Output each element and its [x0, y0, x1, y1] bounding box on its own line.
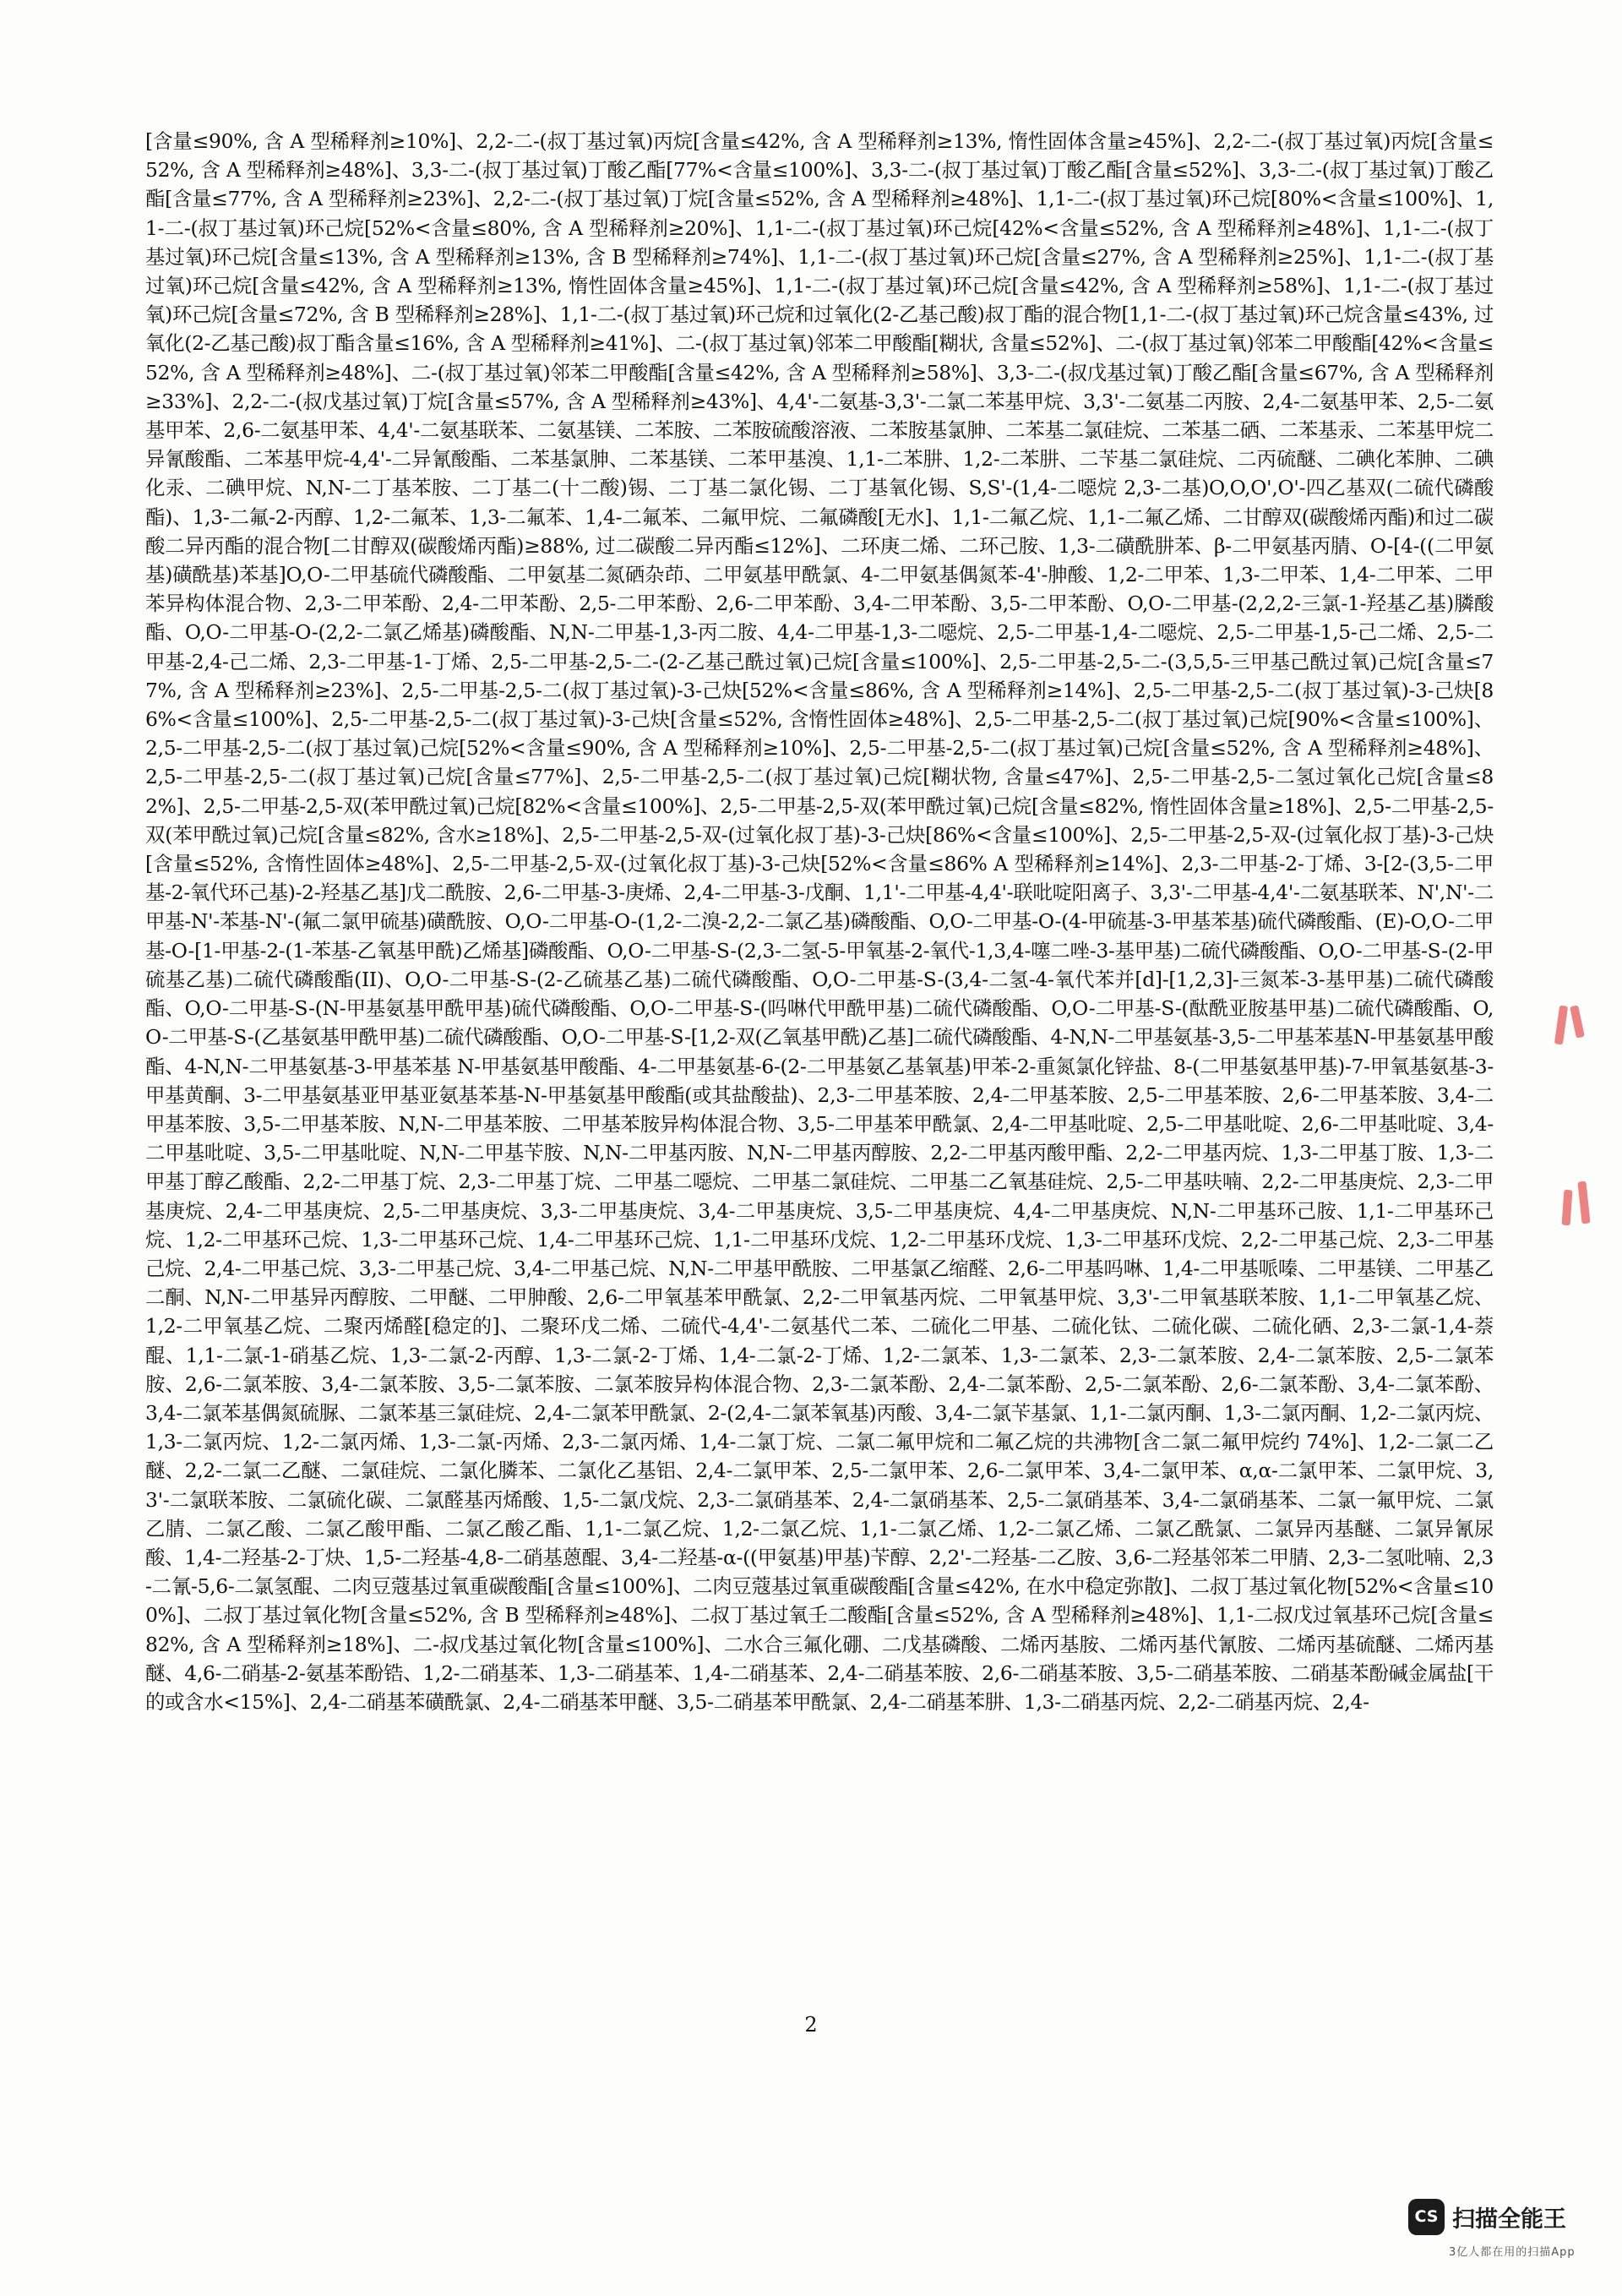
watermark-app-name: 扫描全能王 — [1452, 2206, 1566, 2233]
document-body-text: [含量≤90%, 含 A 型稀释剂≥10%]、2,2-二-(叔丁基过氧)丙烷[含量≤42%, 含 A 型稀释剂≥13%, 惰性固体含量≥45%]、2,2-二-(叔丁基过氧)丙烷[含量≤52%, 含 A 型稀释剂≥48%]、3,3-二-(叔丁基过氧)丁酸乙酯[77%<含量≤100%]、3,3-二-(叔丁基过氧)丁酸乙酯[含量≤52%]、3,3-二-(叔丁基过氧)丁酸乙酯[含量≤77%, 含 A 型稀释剂≥23%]、2,2-二-(叔丁基过氧)丁烷[含量≤52%, 含 A 型稀释剂≥48%]、1,1-二-(叔丁基过氧)环己烷[80%<含量≤100%]、1,1-二-(叔丁基过氧)环己烷[52%<含量≤80%, 含 A 型稀释剂≥20%]、1,1-二-(叔丁基过氧)环己烷[42%<含量≤52%, 含 A 型稀释剂≥48%]、1,1-二-(叔丁基过氧)环己烷[含量≤13%, 含 A 型稀释剂≥13%, 含 B 型稀释剂≥74%]、1,1-二-(叔丁基过氧)环己烷[含量≤27%, 含 A 型稀释剂≥25%]、1,1-二-(叔丁基过氧)环己烷[含量≤42%, 含 A 型稀释剂≥13%, 惰性固体含量≥45%]、1,1-二-(叔丁基过氧)环己烷[含量≤42%, 含 A 型稀释剂≥58%]、1,1-二-(叔丁基过氧)环己烷[含量≤72%, 含 B 型稀释剂≥28%]、1,1-二-(叔丁基过氧)环己烷和过氧化(2-乙基己酸)叔丁酯的混合物[1,1-二-(叔丁基过氧)环己烷含量≤43%, 过氧化(2-乙基己酸)叔丁酯含量≤16%, 含 A 型稀释剂≥41%]、二-(叔丁基过氧)邻苯二甲酸酯[糊状, 含量≤52%]、二-(叔丁基过氧)邻苯二甲酸酯[42%<含量≤52%, 含 A 型稀释剂≥48%]、二-(叔丁基过氧)邻苯二甲酸酯[含量≤42%, 含 A 型稀释剂≥58%]、3,3-二-(叔戊基过氧)丁酸乙酯[含量≤67%, 含 A 型稀释剂≥33%]、2,2-二-(叔戊基过氧)丁烷[含量≤57%, 含 A 型稀释剂≥43%]、4,4'-二氨基-3,3'-二氯二苯基甲烷、3,3'-二氨基二丙胺、2,4-二氨基甲苯、2,5-二氨基甲苯、2,6-二氨基甲苯、4,4'-二氨基联苯、二氨基镁、二苯胺、二苯胺硫酸溶液、二苯胺基氯胂、二苯基二氯硅烷、二苯基二硒、二苯基汞、二苯基甲烷二异氰酸酯、二苯基甲烷-4,4'-二异氰酸酯、二苯基氯胂、二苯基镁、二苯甲基溴、1,1-二苯肼、1,2-二苯肼、二苄基二氯硅烷、二丙硫醚、二碘化苯胂、二碘化汞、二碘甲烷、N,N-二丁基苯胺、二丁基二(十二酸)锡、二丁基二氯化锡、二丁基氧化锡、S,S'-(1,4-二噁烷 2,3-二基)O,O,O',O'-四乙基双(二硫代磷酸酯)、1,3-二氟-2-丙醇、1,2-二氟苯、1,3-二氟苯、1,4-二氟苯、二氟甲烷、二氟磷酸[无水]、1,1-二氟乙烷、1,1-二氟乙烯、二甘醇双(碳酸烯丙酯)和过二碳酸二异丙酯的混合物[二甘醇双(碳酸烯丙酯)≥88%, 过二碳酸二异丙酯≤12%]、二环庚二烯、二环己胺、1,3-二磺酰肼苯、β-二甲氨基丙腈、O-[4-((二甲氨基)磺酰基)苯基]O,O-二甲基硫代磷酸酯、二甲氨基二氮硒杂茚、二甲氨基甲酰氯、4-二甲氨基偶氮苯-4'-胂酸、1,2-二甲苯、1,3-二甲苯、1,4-二甲苯、二甲苯异构体混合物、2,3-二甲苯酚、2,4-二甲苯酚、2,5-二甲苯酚、2,6-二甲苯酚、3,4-二甲苯酚、3,5-二甲苯酚、O,O-二甲基-(2,2,2-三氯-1-羟基乙基)膦酸酯、O,O-二甲基-O-(2,2-二氯乙烯基)磷酸酯、N,N-二甲基-1,3-丙二胺、4,4-二甲基-1,3-二噁烷、2,5-二甲基-1,4-二噁烷、2,5-二甲基-1,5-己二烯、2,5-二甲基-2,4-己二烯、2,3-二甲基-1-丁烯、2,5-二甲基-2,5-二-(2-乙基己酰过氧)己烷[含量≤100%]、2,5-二甲基-2,5-二-(3,5,5-三甲基己酰过氧)己烷[含量≤77%, 含 A 型稀释剂≥23%]、2,5-二甲基-2,5-二(叔丁基过氧)-3-己炔[52%<含量≤86%, 含 A 型稀释剂≥14%]、2,5-二甲基-2,5-二(叔丁基过氧)-3-己炔[86%<含量≤100%]、2,5-二甲基-2,5-二(叔丁基过氧)-3-己炔[含量≤52%, 含惰性固体≥48%]、2,5-二甲基-2,5-二(叔丁基过氧)己烷[90%<含量≤100%]、2,5-二甲基-2,5-二(叔丁基过氧)己烷[52%<含量≤90%, 含 A 型稀释剂≥10%]、2,5-二甲基-2,5-二(叔丁基过氧)己烷[含量≤52%, 含 A 型稀释剂≥48%]、2,5-二甲基-2,5-二(叔丁基过氧)己烷[含量≤77%]、2,5-二甲基-2,5-二(叔丁基过氧)己烷[糊状物, 含量≤47%]、2,5-二甲基-2,5-二氢过氧化己烷[含量≤82%]、2,5-二甲基-2,5-双(苯甲酰过氧)己烷[82%<含量≤100%]、2,5-二甲基-2,5-双(苯甲酰过氧)己烷[含量≤82%, 惰性固体含量≥18%]、2,5-二甲基-2,5-双(苯甲酰过氧)己烷[含量≤82%, 含水≥18%]、2,5-二甲基-2,5-双-(过氧化叔丁基)-3-己炔[86%<含量≤100%]、2,5-二甲基-2,5-双-(过氧化叔丁基)-3-己炔[含量≤52%, 含惰性固体≥48%]、2,5-二甲基-2,5-双-(过氧化叔丁基)-3-己炔[52%<含量≤86% A 型稀释剂≥14%]、2,3-二甲基-2-丁烯、3-[2-(3,5-二甲基-2-氧代环己基)-2-羟基乙基]戊二酰胺、2,6-二甲基-3-庚烯、2,4-二甲基-3-戊酮、1,1'-二甲基-4,4'-联吡啶阳离子、3,3'-二甲基-4,4'-二氨基联苯、N',N'-二甲基-N'-苯基-N'-(氟二氯甲硫基)磺酰胺、O,O-二甲基-O-(1,2-二溴-2,2-二氯乙基)磷酸酯、O,O-二甲基-O-(4-甲硫基-3-甲基苯基)硫代磷酸酯、(E)-O,O-二甲基-O-[1-甲基-2-(1-苯基-乙氧基甲酰)乙烯基]磷酸酯、O,O-二甲基-S-(2,3-二氢-5-甲氧基-2-氧代-1,3,4-噻二唑-3-基甲基)二硫代磷酸酯、O,O-二甲基-S-(2-甲硫基乙基)二硫代磷酸酯(II)、O,O-二甲基-S-(2-乙硫基乙基)二硫代磷酸酯、O,O-二甲基-S-(3,4-二氢-4-氧代苯并[d]-[1,2,3]-三氮苯-3-基甲基)二硫代磷酸酯、O,O-二甲基-S-(N-甲基氨基甲酰甲基)硫代磷酸酯、O,O-二甲基-S-(吗啉代甲酰甲基)二硫代磷酸酯、O,O-二甲基-S-(酞酰亚胺基甲基)二硫代磷酸酯、O,O-二甲基-S-(乙基氨基甲酰甲基)二硫代磷酸酯、O,O-二甲基-S-[1,2-双(乙氧基甲酰)乙基]二硫代磷酸酯、4-N,N-二甲基氨基-3,5-二甲基苯基N-甲基氨基甲酸酯、4-N,N-二甲基氨基-3-甲基苯基 N-甲基氨基甲酸酯、4-二甲基氨基-6-(2-二甲基氨乙基氧基)甲苯-2-重氮氯化锌盐、8-(二甲基氨基甲基)-7-甲氧基氨基-3-甲基黄酮、3-二甲基氨基亚甲基亚氨基苯基-N-甲基氨基甲酸酯(或其盐酸盐)、2,3-二甲基苯胺、2,4-二甲基苯胺、2,5-二甲基苯胺、2,6-二甲基苯胺、3,4-二甲基苯胺、3,5-二甲基苯胺、N,N-二甲基苯胺、二甲基苯胺异构体混合物、3,5-二甲基苯甲酰氯、2,4-二甲基吡啶、2,5-二甲基吡啶、2,6-二甲基吡啶、3,4-二甲基吡啶、3,5-二甲基吡啶、N,N-二甲基苄胺、N,N-二甲基丙胺、N,N-二甲基丙醇胺、2,2-二甲基丙酸甲酯、2,2-二甲基丙烷、1,3-二甲基丁胺、1,3-二甲基丁醇乙酸酯、2,2-二甲基丁烷、2,3-二甲基丁烷、二甲基二噁烷、二甲基二氯硅烷、二甲基二乙氧基硅烷、2,5-二甲基呋喃、2,2-二甲基庚烷、2,3-二甲基庚烷、2,4-二甲基庚烷、2,5-二甲基庚烷、3,3-二甲基庚烷、3,4-二甲基庚烷、3,5-二甲基庚烷、4,4-二甲基庚烷、N,N-二甲基环己胺、1,1-二甲基环己烷、1,2-二甲基环己烷、1,3-二甲基环己烷、1,4-二甲基环己烷、1,1-二甲基环戊烷、1,2-二甲基环戊烷、1,3-二甲基环戊烷、2,2-二甲基己烷、2,3-二甲基己烷、2,4-二甲基己烷、3,3-二甲基己烷、3,4-二甲基己烷、N,N-二甲基甲酰胺、二甲基氯乙缩醛、2,6-二甲基吗啉、1,4-二甲基哌嗪、二甲基镁、二甲基乙二酮、N,N-二甲基异丙醇胺、二甲醚、二甲胂酸、2,6-二甲氧基苯甲酰氯、2,2-二甲氧基丙烷、二甲氧基甲烷、3,3'-二甲氧基联苯胺、1,1-二甲氧基乙烷、1,2-二甲氧基乙烷、二聚丙烯醛[稳定的]、二聚环戊二烯、二硫代-4,4'-二氨基代二苯、二硫化二甲基、二硫化钛、二硫化碳、二硫化硒、2,3-二氯-1,4-萘醌、1,1-二氯-1-硝基乙烷、1,3-二氯-2-丙醇、1,3-二氯-2-丁烯、1,4-二氯-2-丁烯、1,2-二氯苯、1,3-二氯苯、2,3-二氯苯胺、2,4-二氯苯胺、2,5-二氯苯胺、2,6-二氯苯胺、3,4-二氯苯胺、3,5-二氯苯胺、二氯苯胺异构体混合物、2,3-二氯苯酚、2,4-二氯苯酚、2,5-二氯苯酚、2,6-二氯苯酚、3,4-二氯苯酚、3,4-二氯苯基偶氮硫脲、二氯苯基三氯硅烷、2,4-二氯苯甲酰氯、2-(2,4-二氯苯氧基)丙酸、3,4-二氯苄基氯、1,1-二氯丙酮、1,3-二氯丙酮、1,2-二氯丙烷、1,3-二氯丙烷、1,2-二氯丙烯、1,3-二氯-丙烯、2,3-二氯丙烯、1,4-二氯丁烷、二氯二氟甲烷和二氟乙烷的共沸物[含二氯二氟甲烷约 74%]、1,2-二氯二乙醚、2,2-二氯二乙醚、二氯硅烷、二氯化膦苯、二氯化乙基铝、2,4-二氯甲苯、2,5-二氯甲苯、2,6-二氯甲苯、3,4-二氯甲苯、α,α-二氯甲苯、二氯甲烷、3,3'-二氯联苯胺、二氯硫化碳、二氯醛基丙烯酸、1,5-二氯戊烷、2,3-二氯硝基苯、2,4-二氯硝基苯、2,5-二氯硝基苯、3,4-二氯硝基苯、二氯一氟甲烷、二氯乙腈、二氯乙酸、二氯乙酸甲酯、二氯乙酸乙酯、1,1-二氯乙烷、1,2-二氯乙烷、1,1-二氯乙烯、1,2-二氯乙烯、二氯乙酰氯、二氯异丙基醚、二氯异氰尿酸、1,4-二羟基-2-丁炔、1,5-二羟基-4,8-二硝基蒽醌、3,4-二羟基-α-((甲氨基)甲基)苄醇、2,2'-二羟基-二乙胺、3,6-二羟基邻苯二甲腈、2,3-二氢吡喃、2,3-二氰-5,6-二氯氢醌、二肉豆蔻基过氧重碳酸酯[含量≤100%]、二肉豆蔻基过氧重碳酸酯[含量≤42%, 在水中稳定弥散]、二叔丁基过氧化物[52%<含量≤100%]、二叔丁基过氧化物[含量≤52%, 含 B 型稀释剂≥48%]、二叔丁基过氧壬二酸酯[含量≤52%, 含 A 型稀释剂≥48%]、1,1-二叔戊过氧基环己烷[含量≤82%, 含 A 型稀释剂≥18%]、二-叔戊基过氧化物[含量≤100%]、二水合三氟化硼、二戊基磷酸、二烯丙基胺、二烯丙基代氰胺、二烯丙基硫醚、二烯丙基醚、4,6-二硝基-2-氨基苯酚锆、1,2-二硝基苯、1,3-二硝基苯、1,4-二硝基苯、2,4-二硝基苯胺、2,6-二硝基苯胺、3,5-二硝基苯胺、二硝基苯酚碱金属盐[干的或含水<15%]、2,4-二硝基苯磺酰氯、2,4-二硝基苯甲醚、3,5-二硝基苯甲酰氯、2,4-二硝基苯肼、1,3-二硝基丙烷、2,2-二硝基丙烷、2,4- — [145, 129, 1494, 1714]
page-number: 2 — [804, 2013, 818, 2037]
watermark-tagline: 3亿人都在用的扫描App — [1449, 2246, 1576, 2259]
red-seal-fragment — [1570, 1005, 1585, 1038]
camscanner-watermark — [1408, 2192, 1596, 2261]
red-seal-fragment — [1562, 1190, 1573, 1226]
red-seal-fragment — [1577, 1181, 1590, 1224]
red-seal-fragment — [1554, 1006, 1568, 1045]
camscanner-logo-icon: CS — [1408, 2199, 1445, 2235]
